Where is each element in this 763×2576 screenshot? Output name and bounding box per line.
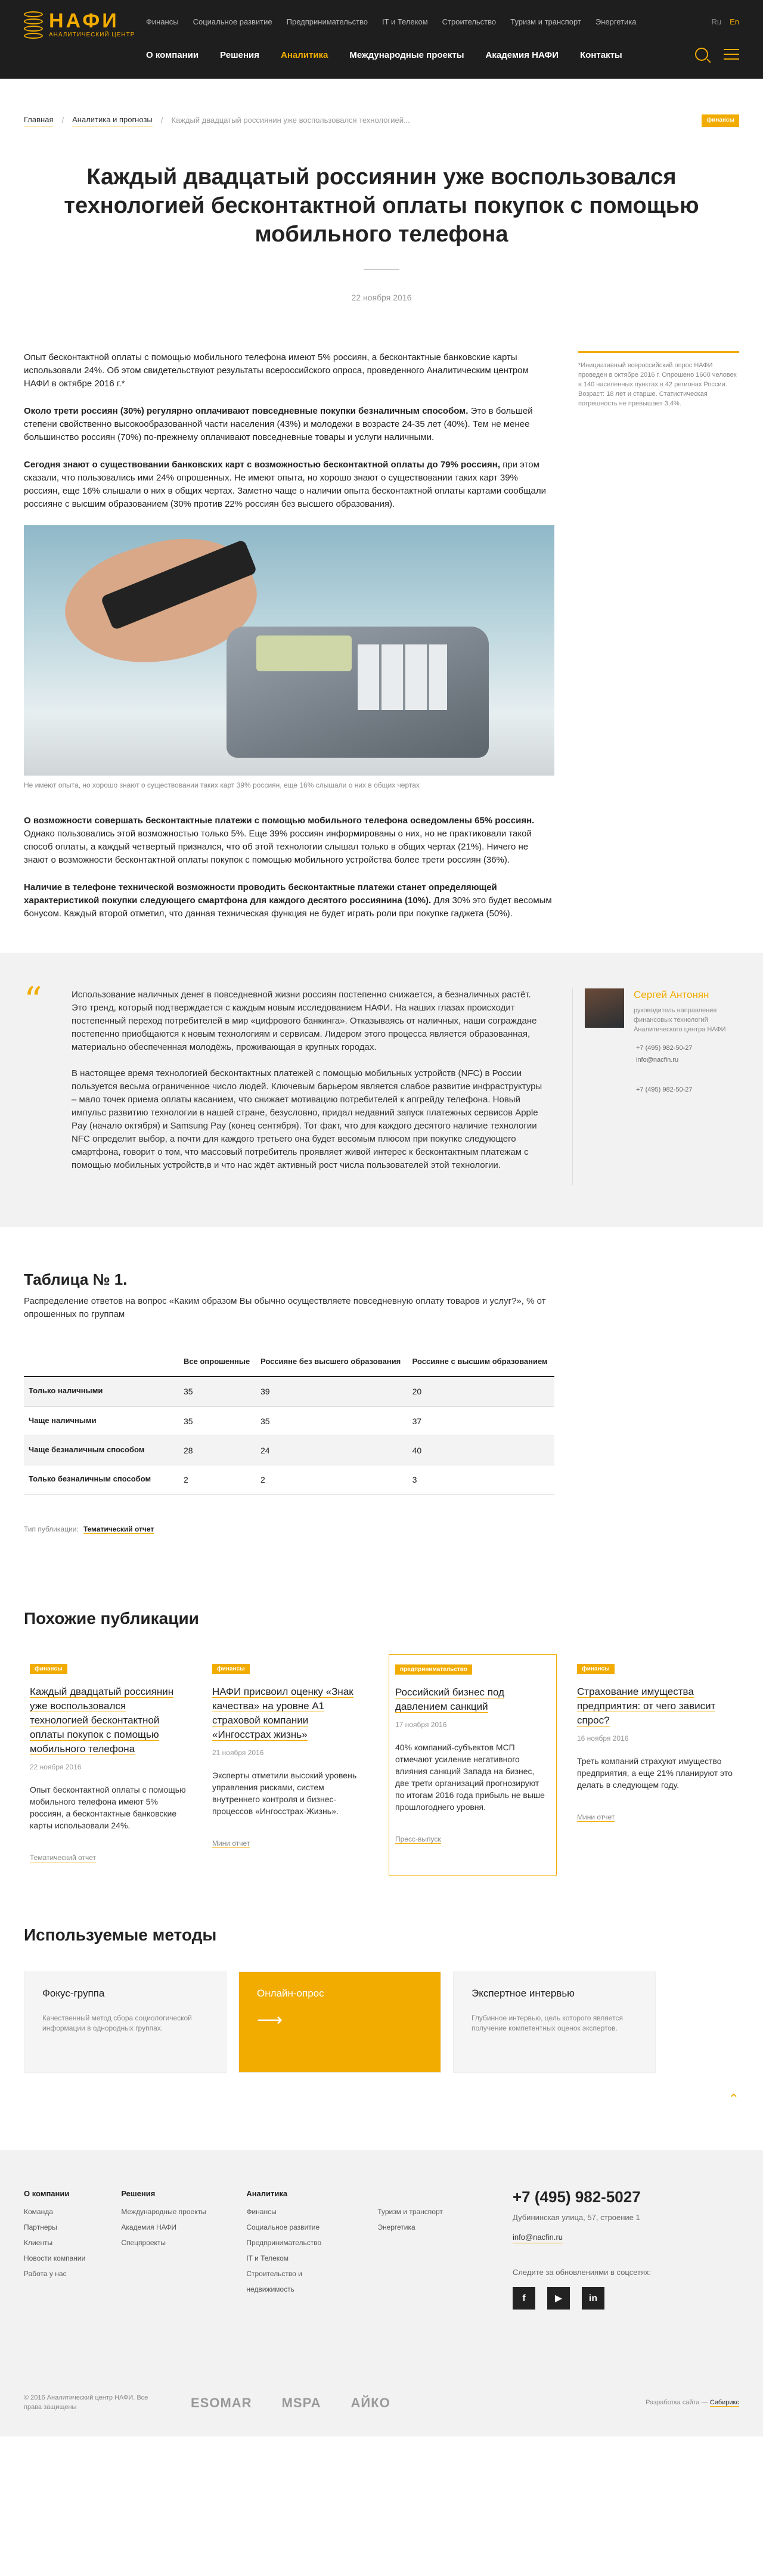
avatar [585,988,624,1028]
category-tag[interactable]: финансы [702,114,739,127]
search-icon[interactable] [695,48,708,61]
top-link-finance[interactable]: Финансы [146,17,179,26]
card-excerpt: 40% компаний-субъектов МСП отмечают усиление негативного влияния санкций Запада на бизнес, две трети организаций прогнозируют по итогам 2016 года прибыль не выше прошлогоднего уровня. [395,1743,545,1812]
table-row: Чаще наличными 35 35 37 [24,1406,554,1436]
top-link-social[interactable]: Социальное развитие [193,17,272,26]
footer-link[interactable]: Социальное развитие [246,2222,320,2231]
footer-col-analytics-more [377,2186,443,2297]
card-date: 16 ноября 2016 [577,1734,629,1743]
breadcrumb-section[interactable]: Аналитика и прогнозы [72,114,153,126]
footer-link[interactable]: Работа у нас [24,2269,67,2278]
table-row: Только наличными 35 39 20 [24,1377,554,1406]
card-title[interactable]: Российский бизнес под давлением санкций [395,1687,504,1713]
expert-quote [0,953,763,1227]
footer-email[interactable]: info@nacfin.ru [513,2232,563,2244]
top-link-construction[interactable]: Строительство [442,17,497,26]
lang-en[interactable]: En [730,17,739,26]
card-date: 17 ноября 2016 [395,1721,447,1729]
top-link-business[interactable]: Предпринимательство [286,17,368,26]
developer-link[interactable]: Сибирикс [709,2399,739,2407]
footer-link[interactable]: Туризм и транспорт [377,2207,443,2216]
site-footer [0,2150,763,2436]
footer-link[interactable]: Международные проекты [121,2207,206,2216]
footer-link[interactable]: Финансы [246,2207,277,2216]
top-link-energy[interactable]: Энергетика [595,17,637,26]
footer-link[interactable]: Партнеры [24,2222,57,2231]
table-row: Только безналичным способом 2 2 3 [24,1465,554,1495]
nav-academy[interactable]: Академия НАФИ [485,50,559,60]
card-tag[interactable]: предпринимательство [395,1664,472,1675]
copyright: © 2016 Аналитический центр НАФИ. Все права защищены [24,2394,148,2411]
article-paragraph: Опыт бесконтактной оплаты с помощью мобильного телефона имеют 5% россиян, а бесконтактные банковские карты использовали 24%. Об этом свидетельствуют результаты всероссийского опроса, проведенного Аналитическим центром НАФИ в октябре 2016 г.* [24,352,529,389]
footer-link[interactable]: Энергетика [377,2222,415,2231]
footer-col-company [24,2186,85,2297]
footer-link[interactable]: Академия НАФИ [121,2222,176,2231]
footer-col-solutions [121,2186,210,2297]
card-excerpt: Опыт бесконтактной оплаты с помощью мобильного телефона имеют 5% россиян, а бесконтактные банковские карты использовали 24%. [30,1785,186,1831]
card-tag[interactable]: финансы [212,1664,250,1674]
author-card [572,988,733,1185]
footer-address: Дубининская улица, 57, строение 1 [513,2212,640,2222]
footer-link[interactable]: Новости компании [24,2253,86,2262]
article-body [0,351,763,935]
footer-contacts [513,2186,739,2310]
table-header: Все опрошенные [179,1350,256,1377]
main-nav [146,49,622,62]
footer-link[interactable]: Строительство и недвижимость [246,2269,302,2293]
partner-logo-mspa[interactable]: MSPA [281,2395,321,2411]
publication-card[interactable] [24,1654,192,1876]
card-type-link[interactable]: Пресс-выпуск [395,1835,441,1844]
author-phone-alt[interactable]: +7 (495) 982-50-27 [636,1086,693,1093]
author-email[interactable]: info@nacfin.ru [636,1056,679,1064]
card-date: 21 ноября 2016 [212,1749,264,1757]
footer-col-analytics [246,2186,342,2297]
logo-title: НАФИ [49,10,119,32]
card-title[interactable]: Страхование имущества предприятия: от чего зависит спрос? [577,1686,716,1726]
results-table [24,1350,554,1495]
logo[interactable] [24,11,135,40]
method-card-online-survey[interactable] [238,1971,441,2073]
partner-logo-esomar[interactable]: ESOMAR [191,2395,252,2411]
breadcrumb-separator: / [61,115,64,125]
footer-link[interactable]: Клиенты [24,2238,53,2247]
section-heading: Похожие публикации [24,1608,199,1628]
article-photo [24,525,554,776]
method-card-expert-interview[interactable] [453,1971,656,2073]
menu-icon[interactable] [724,49,739,60]
methods-section [0,1876,763,2107]
logo-subtitle: АНАЛИТИЧЕСКИЙ ЦЕНТР [49,32,135,38]
publication-card[interactable] [571,1654,739,1876]
facebook-icon[interactable]: f [513,2287,535,2310]
youtube-icon[interactable]: ▶ [547,2287,570,2310]
article-paragraph: Наличие в телефоне технической возможности проводить бесконтактные платежи станет определяющей характеристикой покупки следующего смартфона для каждого десятого россиянина (10%). Для 30% это будет весомым бонусом. Каждый второй отметил, что данная техническая функция не будет играть роли при покупке гаджета (50%). [24,882,552,919]
scroll-up-icon[interactable]: ⌃ [728,2091,739,2107]
nav-contacts[interactable]: Контакты [580,50,622,60]
breadcrumb-current: Каждый двадцатый россиянин уже воспользовался технологией... [171,115,410,125]
logo-icon [24,11,43,39]
partner-logo-aiko[interactable]: АЙКО [351,2395,390,2411]
card-date: 22 ноября 2016 [30,1763,82,1772]
author-phone[interactable]: +7 (495) 982-50-27 [636,1044,693,1052]
footer-col-title[interactable]: О компании [24,2188,70,2198]
language-switch [711,17,739,28]
quote-paragraph: В настоящее время технологией бесконтактных платежей с помощью мобильных устройств (NFC) в России пользуется весьма ограниченное число людей. Ключевым барьером является слабое развитие инфраструктуры – мало точек приема оплаты касанием, что снижает мотивацию потребителей к апгрейду телефона. Новый импульс развитию технологии в нашей стране, безусловно, придал недавний запуск платежных сервисов Apple Pay (начало октября) и Samsung Pay (конец сентября). Тот факт, что для каждого десятого наличие технологии NFC определит выбор, а почти для каждого третьего она будет весомым плюсом при покупке следующего смартфона, говорит о том, что массовый потребитель проявляет живой интерес к бесконтактным платежам с помощью мобильных устройств,в и что нас ждёт активный рост числа пользователей этой технологии. [72,1068,542,1171]
card-title[interactable]: НАФИ присвоил оценку «Знак качества» на уровне А1 страховой компании «Ингосстрах жизнь» [212,1686,353,1741]
card-type-link[interactable]: Тематический отчет [30,1853,97,1862]
title-divider [364,269,399,270]
lang-ru[interactable]: Ru [711,17,722,26]
author-role: руководитель направления финансовых технологий Аналитического центра НАФИ [634,1007,726,1034]
card-type-link[interactable]: Мини отчет [577,1813,615,1822]
article-paragraph: О возможности совершать бесконтактные платежи с помощью мобильного телефона осведомлены 65% россиян. Однако пользовались этой возможностью только 5%. Еще 39% россиян информированы о них, но не практиковали такой способ оплаты, а каждый четвертый признался, что об этой технологии слышал только в общих чертах (21%). Ничего не знают о возможности бесконтактной оплаты покупок с помощью мобильного устройства более трети россиян (36%). [24,816,535,866]
breadcrumb-separator: / [160,115,163,125]
nav-analytics[interactable]: Аналитика [280,50,328,60]
quote-paragraph: Использование наличных денег в повседневной жизни россиян постепенно снижается, а безналичных растёт. Это тренд, который подтверждается с каждым новым исследованием НАФИ. На наших глазах происходит постепенный переход потребителей в мир «цифрового банкинга». Отказываясь от наличных, наши сограждане постепенно приобщаются к новым технологиям и сервисам. Лидером этого процесса является образованная, материально обеспеченная молодёжь, проживающая в крупных городах. [72,990,537,1053]
table-title: Таблица № 1. [24,1270,128,1289]
quote-icon: “ [24,979,42,1022]
table-row: Чаще безналичным способом 28 24 40 [24,1436,554,1465]
publication-type-link[interactable]: Тематический отчет [83,1525,154,1534]
page-title: Каждый двадцатый россиянин уже воспользовался технологией бесконтактной оплаты покупок с помощью мобильного телефона [64,164,699,247]
article-paragraph: Около трети россиян (30%) регулярно оплачивают повседневные покупки безналичным способом. Это в большей степени свойственно высокообразованной части населения (43%) и молодежи в возрасте 24-35 лет (40%). Тем не менее большинство россиян (70%) по-прежнему оплачивают повседневные товары и услуги наличными. [24,405,533,442]
top-link-it[interactable]: IT и Телеком [382,17,428,26]
subscribe-label: Следите за обновлениями в соцсетях: [513,2268,652,2277]
breadcrumb-home[interactable]: Главная [24,114,53,126]
table-header: Россияне с высшим образованием [408,1350,554,1377]
top-link-tourism[interactable]: Туризм и транспорт [510,17,581,26]
nav-solutions[interactable]: Решения [220,50,259,60]
footer-phone[interactable]: +7 (495) 982-5027 [513,2187,641,2206]
footer-col-title[interactable]: Решения [121,2188,156,2198]
publication-card[interactable] [389,1654,557,1876]
footer-link[interactable]: Команда [24,2207,53,2216]
site-header [0,0,763,79]
card-title[interactable]: Каждый двадцатый россиянин уже воспользовался технологией бесконтактной оплаты покупок с помощью мобильного телефона [30,1686,174,1755]
footer-link[interactable]: IT и Телеком [246,2253,289,2262]
card-tag[interactable]: финансы [577,1664,615,1674]
top-nav [146,17,637,28]
nav-international[interactable]: Международные проекты [349,50,464,60]
table-description: Распределение ответов на вопрос «Каким образом Вы обычно осуществляете повседневную оплату товаров и услуг?», % от опрошенных по группам [24,1295,546,1319]
survey-footnote: *Инициативный всероссийский опрос НАФИ проведен в октябре 2016 г. Опрошено 1600 человек в 140 населенных пунктах в 42 регионах России. Возраст: 18 лет и старше. Статистическая погрешность не превышает 3,4%. [578,351,739,441]
linkedin-icon[interactable]: in [582,2287,604,2310]
publication-type: Тип публикации: Тематический отчет [24,1525,154,1534]
table-header: Россияне без высшего образования [256,1350,408,1377]
developer-credit: Разработка сайта — Сибирикс [646,2399,739,2407]
nav-about[interactable]: О компании [146,50,199,60]
publication-card[interactable] [206,1654,374,1876]
article-paragraph: Сегодня знают о существовании банковских карт с возможностью бесконтактной оплаты до 79% россиян, при этом сказали, что пользовались ими 24% опрошенных. Не имеют опыта, но хорошо знают о существовании таких карт 39% россиян, еще 16% слышали о них в общих чертах. Заметно чаще о наличии опыта бесконтактной оплаты картами сообщали россияне с высшим образованием (30% против 22% россиян без высшего образования). [24,459,546,509]
section-heading: Используемые методы [24,1926,217,1945]
card-excerpt: Эксперты отметили высокий уровень управления рисками, систем внутреннего контроля и бизнес-процессов «Ингосстрах-Жизнь». [212,1771,357,1816]
method-title: Фокус-группа [42,1987,105,1999]
method-card-focus-group[interactable] [24,1971,227,2073]
footer-col-title[interactable]: Аналитика [246,2188,288,2198]
card-excerpt: Треть компаний страхуют имущество предприятия, а еще 21% планируют это делать в следующем году. [577,1756,733,1790]
table-header [24,1350,179,1377]
breadcrumb [0,79,763,127]
method-desc: Качественный метод сбора социологической информации в однородных группах. [42,2013,192,2032]
data-table-section [0,1227,763,1535]
similar-publications [0,1535,763,1876]
publish-date: 22 ноября 2016 [351,292,412,302]
card-type-link[interactable]: Мини отчет [212,1839,250,1848]
method-title: Экспертное интервью [472,1987,575,1999]
photo-caption: Не имеют опыта, но хорошо знают о существовании таких карт 39% россиян, еще 16% слышали о них в общих чертах [24,780,420,789]
arrow-right-icon: ⟶ [257,2010,283,2030]
author-name[interactable]: Сергей Антонян [634,989,709,1001]
footer-link[interactable]: Спецпроекты [121,2238,166,2247]
method-title: Онлайн-опрос [257,1987,324,1999]
method-desc: Глубинное интервью, цель которого является получение компетентных оценок экспертов. [472,2013,623,2032]
footer-link[interactable]: Предпринимательство [246,2238,322,2247]
card-tag[interactable]: финансы [30,1664,67,1674]
